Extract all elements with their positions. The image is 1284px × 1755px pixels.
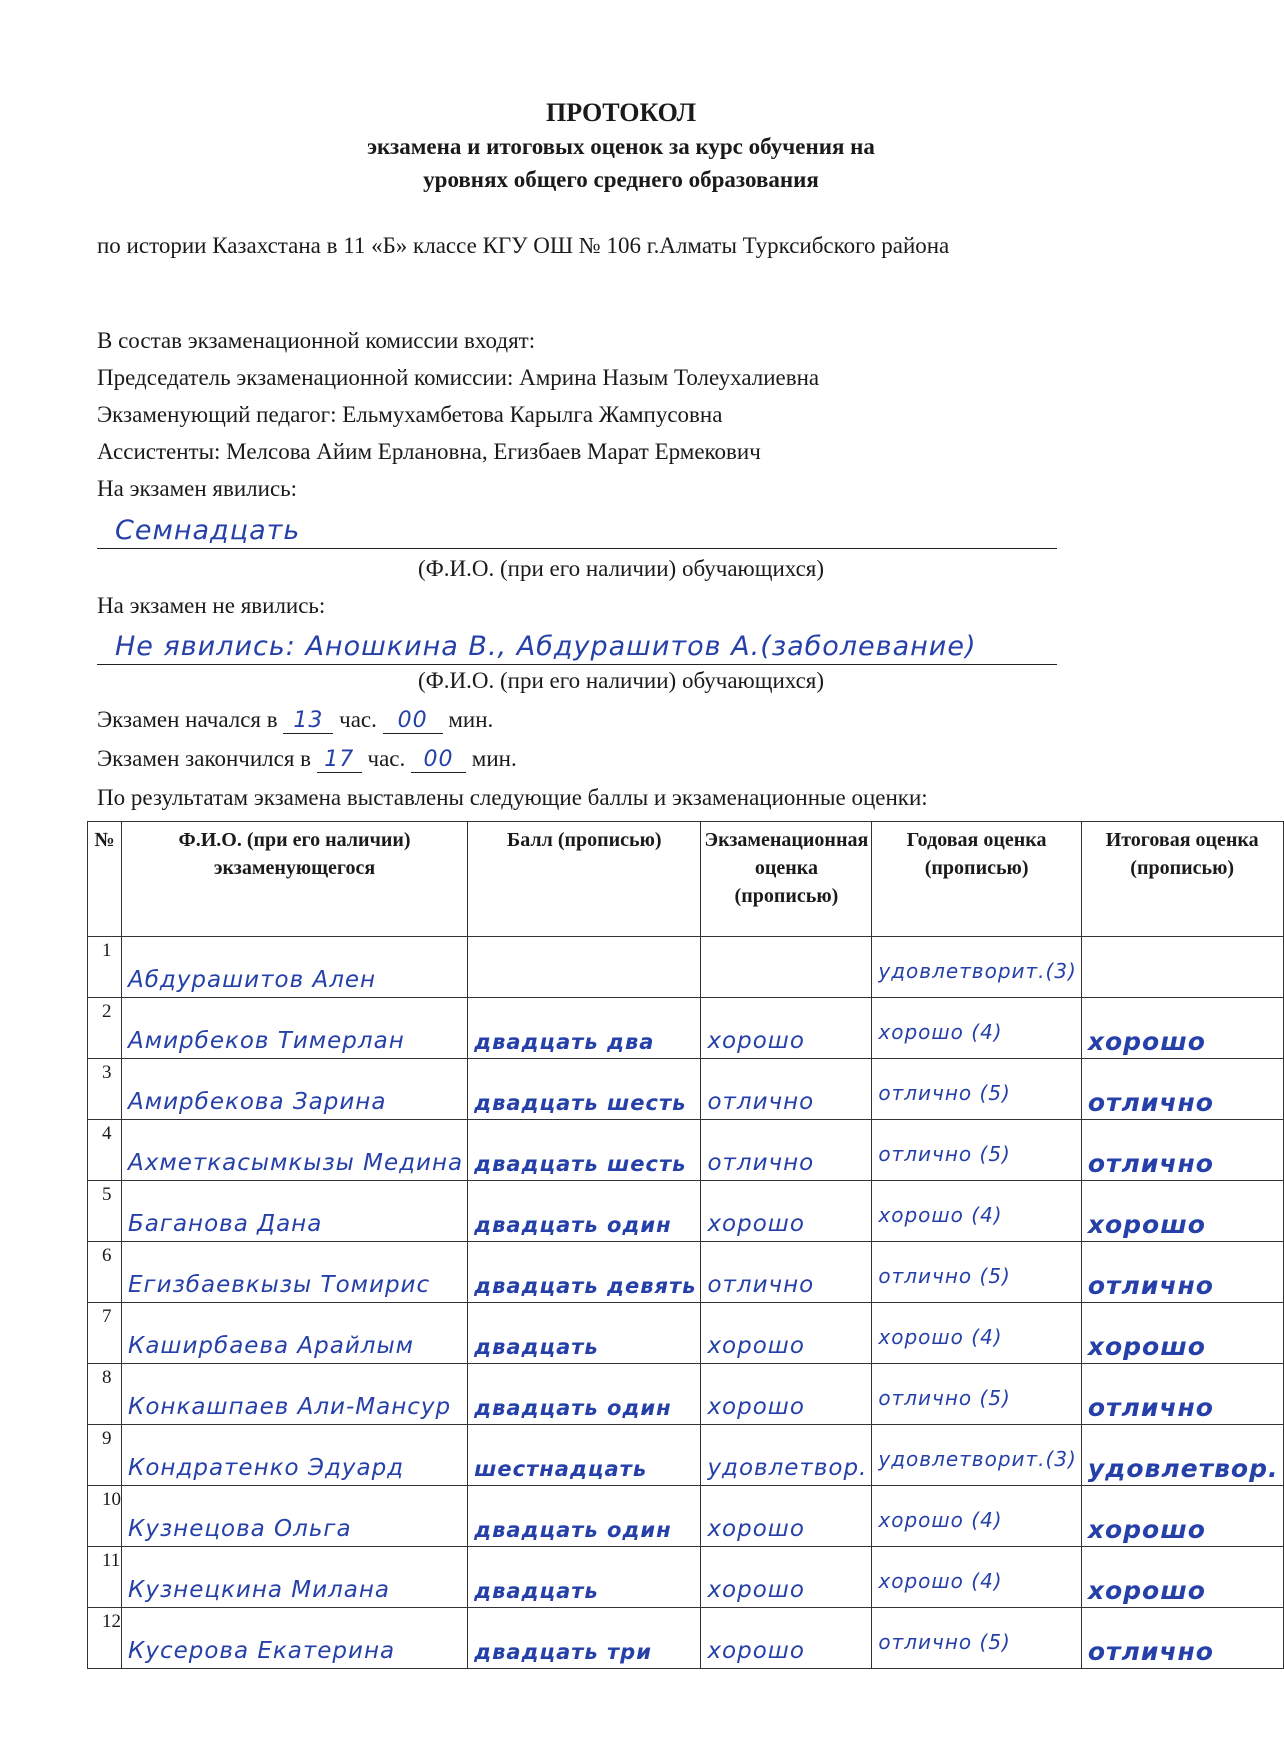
final-grade-cell — [1081, 1242, 1283, 1303]
student-name-cell — [122, 1059, 468, 1120]
exam-end-hour: 17 — [324, 747, 355, 772]
annual-grade: отлично (5) — [878, 1386, 1011, 1410]
exam-end-hour-unit: час. — [367, 746, 406, 771]
final-grade: хорошо — [1087, 1332, 1206, 1361]
final-grade: отлично — [1087, 1637, 1214, 1666]
exam-start-minute: 00 — [397, 708, 428, 733]
annual-grade: хорошо (4) — [878, 1508, 1003, 1532]
exam-start-minute-blank — [383, 707, 443, 734]
student-name: Ахметкасымкызы Медина — [128, 1150, 464, 1176]
annual-grade-cell — [872, 937, 1081, 998]
header-num: № — [88, 822, 122, 937]
header-score: Балл (прописью) — [468, 822, 701, 937]
score-words-cell — [468, 998, 701, 1059]
row-number-cell: 10 — [88, 1486, 122, 1547]
exam-end-minute-unit: мин. — [471, 746, 517, 771]
student-name: Баганова Дана — [128, 1211, 323, 1237]
student-name-cell — [122, 1181, 468, 1242]
score-words: двадцать — [474, 1335, 599, 1359]
header-annual-grade: Годовая оценка (прописью) — [872, 822, 1081, 937]
final-grade-cell — [1081, 937, 1283, 998]
annual-grade-cell — [872, 1242, 1081, 1303]
exam-start-hour-unit: час. — [339, 707, 377, 732]
table-row — [88, 1364, 1284, 1425]
annual-grade: хорошо (4) — [878, 1569, 1003, 1593]
row-number-cell: 5 — [88, 1181, 122, 1242]
commission-intro: В состав экзаменационной комиссии входят: — [97, 328, 536, 353]
score-words-cell — [468, 1059, 701, 1120]
table-row — [88, 1486, 1284, 1547]
table-row — [88, 1608, 1284, 1669]
exam-start-minute-unit: мин. — [448, 707, 494, 732]
score-words-cell — [468, 1425, 701, 1486]
final-grade-cell — [1081, 1608, 1283, 1669]
exam-grade-cell — [701, 1120, 872, 1181]
exam-grade: хорошо — [707, 1638, 805, 1664]
student-name-cell — [122, 1486, 468, 1547]
exam-start-line — [97, 707, 493, 734]
subject-line: по истории Казахстана в 11 «Б» классе КГУ ОШ № 106 г.Алматы Турксибского района — [97, 233, 950, 258]
final-grade-cell — [1081, 1120, 1283, 1181]
annual-grade: хорошо (4) — [878, 1325, 1003, 1349]
exam-end-hour-blank — [317, 746, 362, 773]
exam-end-minute: 00 — [423, 747, 454, 772]
table-row — [88, 1303, 1284, 1364]
row-number-cell: 12 — [88, 1608, 122, 1669]
final-grade: хорошо — [1087, 1515, 1206, 1544]
exam-grade: хорошо — [707, 1394, 805, 1420]
score-words — [468, 993, 700, 997]
row-number-cell: 2 — [88, 998, 122, 1059]
row-number-cell: 1 — [88, 937, 122, 998]
score-words: двадцать шесть — [474, 1091, 687, 1115]
annual-grade-cell — [872, 1608, 1081, 1669]
student-name: Кузнецкина Милана — [128, 1577, 391, 1603]
exam-grade-cell — [701, 1364, 872, 1425]
header-final-grade: Итоговая оценка (прописью) — [1081, 822, 1283, 937]
table-row — [88, 1120, 1284, 1181]
final-grade-cell — [1081, 998, 1283, 1059]
student-name: Кузнецова Ольга — [128, 1516, 352, 1542]
student-name-cell — [122, 1547, 468, 1608]
annual-grade: удовлетворит.(3) — [878, 959, 1077, 983]
score-words: двадцать — [474, 1579, 599, 1603]
annual-grade: хорошо (4) — [878, 1020, 1003, 1044]
student-name-cell — [122, 1303, 468, 1364]
exam-grade-cell — [701, 937, 872, 998]
header-name: Ф.И.О. (при его наличии) экзаменующегося — [122, 822, 468, 937]
student-name: Каширбаева Арайлым — [128, 1333, 414, 1359]
final-grade-cell — [1081, 1303, 1283, 1364]
annual-grade-cell — [872, 1181, 1081, 1242]
final-grade: отлично — [1087, 1393, 1214, 1422]
final-grade: отлично — [1087, 1271, 1214, 1300]
exam-grade-cell — [701, 1303, 872, 1364]
exam-grade: удовлетвор. — [707, 1455, 868, 1481]
exam-end-prefix: Экзамен закончился в — [97, 746, 312, 771]
results-intro: По результатам экзамена выставлены следующие баллы и экзаменационные оценки: — [97, 785, 928, 810]
student-name: Амирбекова Зарина — [128, 1089, 387, 1115]
absent-label: На экзамен не явились: — [97, 593, 326, 618]
document-title: ПРОТОКОЛ — [546, 98, 696, 127]
exam-grade: хорошо — [707, 1211, 805, 1237]
absent-caption: (Ф.И.О. (при его наличии) обучающихся) — [417, 668, 825, 693]
attended-handwritten: Семнадцать — [115, 515, 301, 546]
student-name-cell — [122, 1242, 468, 1303]
exam-grade: хорошо — [707, 1028, 805, 1054]
row-number-cell: 9 — [88, 1425, 122, 1486]
annual-grade: отлично (5) — [878, 1264, 1011, 1288]
final-grade: хорошо — [1087, 1576, 1206, 1605]
score-words-cell — [468, 1242, 701, 1303]
commission-chairman: Председатель экзаменационной комиссии: Амрина Назым Толеухалиевна — [97, 365, 820, 390]
score-words: шестнадцать — [474, 1457, 648, 1481]
table-row — [88, 937, 1284, 998]
annual-grade-cell — [872, 1425, 1081, 1486]
student-name-cell — [122, 1608, 468, 1669]
score-words-cell — [468, 937, 701, 998]
annual-grade: отлично (5) — [878, 1081, 1011, 1105]
attended-label: На экзамен явились: — [97, 476, 298, 501]
commission-assistants: Ассистенты: Мелсова Айим Ерлановна, Егизбаев Марат Ермекович — [97, 439, 761, 464]
exam-grade-cell — [701, 1608, 872, 1669]
final-grade-cell — [1081, 1425, 1283, 1486]
exam-grade: отлично — [707, 1089, 815, 1115]
annual-grade-cell — [872, 998, 1081, 1059]
row-number-cell: 6 — [88, 1242, 122, 1303]
student-name: Кусерова Екатерина — [128, 1638, 396, 1664]
table-row — [88, 998, 1284, 1059]
final-grade: хорошо — [1087, 1027, 1206, 1056]
header-exam-grade: Экзаменационная оценка (прописью) — [701, 822, 872, 937]
score-words: двадцать шесть — [474, 1152, 687, 1176]
annual-grade: удовлетворит.(3) — [878, 1447, 1077, 1471]
final-grade-cell — [1081, 1547, 1283, 1608]
score-words-cell — [468, 1486, 701, 1547]
annual-grade-cell — [872, 1059, 1081, 1120]
table-body — [88, 937, 1284, 1669]
exam-grade: хорошо — [707, 1516, 805, 1542]
table-row — [88, 1425, 1284, 1486]
final-grade: хорошо — [1087, 1210, 1206, 1239]
table-row — [88, 1181, 1284, 1242]
exam-grade — [701, 993, 871, 997]
exam-grade: хорошо — [707, 1577, 805, 1603]
grades-table — [87, 821, 1284, 1669]
row-number-cell: 4 — [88, 1120, 122, 1181]
exam-grade: хорошо — [707, 1333, 805, 1359]
final-grade-cell — [1081, 1364, 1283, 1425]
exam-grade-cell — [701, 1425, 872, 1486]
final-grade: отлично — [1087, 1088, 1214, 1117]
exam-start-hour-blank — [283, 707, 333, 734]
final-grade: отлично — [1087, 1149, 1214, 1178]
exam-grade-cell — [701, 1181, 872, 1242]
exam-grade: отлично — [707, 1150, 815, 1176]
score-words: двадцать три — [474, 1640, 652, 1664]
row-number-cell: 11 — [88, 1547, 122, 1608]
student-name-cell — [122, 1364, 468, 1425]
exam-grade-cell — [701, 1547, 872, 1608]
student-name: Абдурашитов Ален — [128, 967, 377, 993]
final-grade: удовлетвор. — [1087, 1454, 1279, 1483]
annual-grade-cell — [872, 1364, 1081, 1425]
final-grade-cell — [1081, 1059, 1283, 1120]
score-words: двадцать девять — [474, 1274, 697, 1298]
exam-grade-cell — [701, 1059, 872, 1120]
exam-grade-cell — [701, 1242, 872, 1303]
score-words-cell — [468, 1303, 701, 1364]
student-name-cell — [122, 937, 468, 998]
score-words-cell — [468, 1364, 701, 1425]
annual-grade: отлично (5) — [878, 1142, 1011, 1166]
annual-grade-cell — [872, 1547, 1081, 1608]
score-words-cell — [468, 1120, 701, 1181]
attended-fill-line — [97, 506, 1057, 549]
student-name: Кондратенко Эдуард — [128, 1455, 405, 1481]
score-words-cell — [468, 1608, 701, 1669]
score-words: двадцать один — [474, 1396, 672, 1420]
student-name-cell — [122, 1425, 468, 1486]
student-name: Конкашпаев Али-Мансур — [128, 1394, 452, 1420]
table-header-row — [88, 822, 1284, 937]
absent-handwritten: Не явились: Аношкина В., Абдурашитов А.(заболевание) — [115, 631, 977, 662]
row-number-cell: 8 — [88, 1364, 122, 1425]
student-name: Егизбаевкызы Томирис — [128, 1272, 431, 1298]
annual-grade: отлично (5) — [878, 1630, 1011, 1654]
exam-grade-cell — [701, 998, 872, 1059]
document-subtitle-line2: уровнях общего среднего образования — [423, 167, 819, 192]
row-number-cell: 7 — [88, 1303, 122, 1364]
absent-fill-line — [97, 624, 1057, 665]
table-row — [88, 1547, 1284, 1608]
score-words-cell — [468, 1181, 701, 1242]
final-grade-cell — [1081, 1486, 1283, 1547]
student-name-cell — [122, 998, 468, 1059]
score-words: двадцать один — [474, 1213, 672, 1237]
exam-start-hour: 13 — [293, 708, 324, 733]
commission-examiner: Экзаменующий педагог: Ельмухамбетова Карылга Жампусовна — [97, 402, 723, 427]
annual-grade-cell — [872, 1120, 1081, 1181]
student-name-cell — [122, 1120, 468, 1181]
exam-end-minute-blank — [411, 746, 466, 773]
exam-grade-cell — [701, 1486, 872, 1547]
annual-grade-cell — [872, 1486, 1081, 1547]
row-number-cell: 3 — [88, 1059, 122, 1120]
student-name: Амирбеков Тимерлан — [128, 1028, 405, 1054]
table-row — [88, 1059, 1284, 1120]
annual-grade-cell — [872, 1303, 1081, 1364]
exam-start-prefix: Экзамен начался в — [97, 707, 278, 732]
document-subtitle-line1: экзамена и итоговых оценок за курс обучения на — [367, 134, 875, 159]
score-words: двадцать два — [474, 1030, 655, 1054]
table-row — [88, 1242, 1284, 1303]
annual-grade: хорошо (4) — [878, 1203, 1003, 1227]
score-words-cell — [468, 1547, 701, 1608]
exam-grade: отлично — [707, 1272, 815, 1298]
exam-end-line — [97, 746, 517, 773]
final-grade-cell — [1081, 1181, 1283, 1242]
score-words: двадцать один — [474, 1518, 672, 1542]
attended-caption: (Ф.И.О. (при его наличии) обучающихся) — [417, 556, 825, 581]
